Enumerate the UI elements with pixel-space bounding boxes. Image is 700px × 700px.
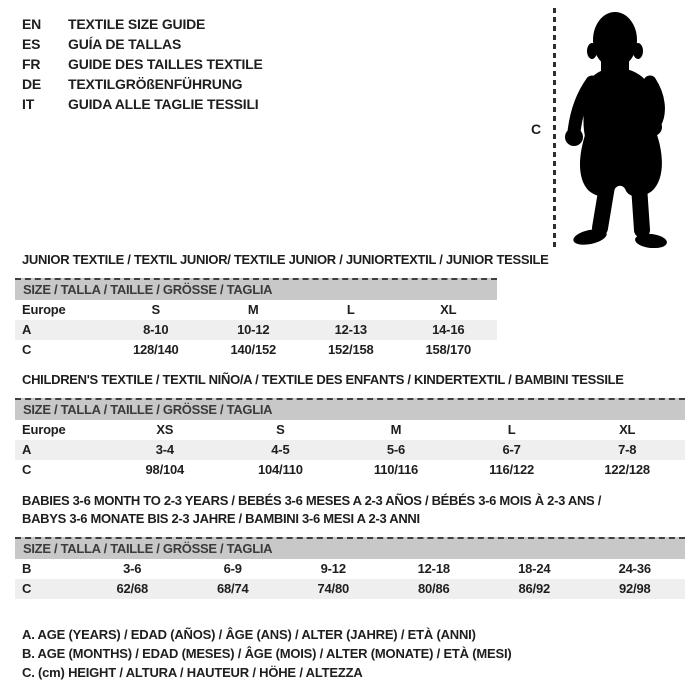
legend-footnotes <box>22 625 512 682</box>
language-label: GUIDA ALLE TAGLIE TESSILI <box>68 96 259 112</box>
junior-table-title: JUNIOR TEXTILE / TEXTIL JUNIOR/ TEXTILE JUNIOR / JUNIORTEXTIL / JUNIOR TESSILE <box>22 252 549 267</box>
table-row-height <box>15 340 497 360</box>
table-row-age-months <box>15 559 685 579</box>
age-cell: 8-10 <box>143 322 169 337</box>
childrens-textile-table <box>15 371 685 480</box>
height-cell: 104/110 <box>257 462 303 477</box>
height-cell: 116/122 <box>489 462 535 477</box>
height-cell: 68/74 <box>216 581 249 596</box>
junior-textile-table <box>15 251 549 360</box>
age-cell: 24-36 <box>618 561 651 576</box>
language-label: TEXTILE SIZE GUIDE <box>68 16 206 32</box>
table-row-europe <box>15 300 497 320</box>
language-label: TEXTILGRÖßENFÜHRUNG <box>68 76 243 92</box>
footnote-age-years: A. AGE (YEARS) / EDAD (AÑOS) / ÂGE (ANS) / ALTER (JAHRE) / ETÀ (ANNI) <box>22 627 476 642</box>
language-row-it <box>22 94 263 114</box>
row-label: Europe <box>22 422 66 437</box>
height-cell: 98/104 <box>145 462 185 477</box>
language-row-es <box>22 34 263 54</box>
age-cell: 7-8 <box>618 442 637 457</box>
height-cell: 92/98 <box>618 581 651 596</box>
babies-table-title-line1: BABIES 3-6 MONTH TO 2-3 YEARS / BEBÉS 3-6 MESES A 2-3 AÑOS / BÉBÉS 3-6 MOIS À 2-3 ANS / <box>22 493 602 508</box>
language-label: GUÍA DE TALLAS <box>68 36 182 52</box>
age-cell: 3-6 <box>123 561 142 576</box>
age-cell: 4-5 <box>271 442 290 457</box>
language-code: EN <box>22 16 42 32</box>
language-code: DE <box>22 76 42 92</box>
height-cell: 110/116 <box>373 462 419 477</box>
table-row-height <box>15 460 685 480</box>
height-cell: 128/140 <box>132 342 179 357</box>
language-row-en <box>22 14 263 34</box>
childrens-table-title: CHILDREN'S TEXTILE / TEXTIL NIÑO/A / TEXTILE DES ENFANTS / KINDERTEXTIL / BAMBINI TESSILE <box>22 372 624 387</box>
age-cell: 14-16 <box>432 322 465 337</box>
row-label: C <box>22 342 32 357</box>
row-label: C <box>22 462 32 477</box>
height-cell: 158/170 <box>425 342 472 357</box>
age-cell: 10-12 <box>237 322 270 337</box>
age-cell: 6-9 <box>223 561 242 576</box>
age-cell: 3-4 <box>155 442 174 457</box>
size-cell: S <box>276 422 285 437</box>
language-code: IT <box>22 96 35 112</box>
size-cell: XL <box>440 302 457 317</box>
language-code: FR <box>22 56 41 72</box>
size-cell: S <box>151 302 160 317</box>
language-label: GUIDE DES TAILLES TEXTILE <box>68 56 263 72</box>
table-row-age-years <box>15 440 685 460</box>
height-cell: 122/128 <box>604 462 650 477</box>
row-label: Europe <box>22 302 66 317</box>
babies-table-title-line2: BABYS 3-6 MONATE BIS 2-3 JAHRE / BAMBINI 3-6 MESI A 2-3 ANNI <box>22 511 420 526</box>
footnote-age-months: B. AGE (MONTHS) / EDAD (MESES) / ÂGE (MOIS) / ALTER (MONATE) / ETÀ (MESI) <box>22 646 512 661</box>
age-cell: 5-6 <box>386 442 406 457</box>
size-header-band: SIZE / TALLA / TAILLE / GRÖSSE / TAGLIA <box>15 278 497 300</box>
language-row-fr <box>22 54 263 74</box>
footnote-height: C. (cm) HEIGHT / ALTURA / HAUTEUR / HÖHE / ALTEZZA <box>22 665 363 680</box>
language-code: ES <box>22 36 41 52</box>
height-cell: 62/68 <box>116 581 149 596</box>
babies-textile-table <box>15 492 685 599</box>
height-cell: 80/86 <box>417 581 450 596</box>
height-cell: 74/80 <box>317 581 350 596</box>
height-cell: 152/158 <box>327 342 374 357</box>
table-row-age-years <box>15 320 497 340</box>
language-list <box>22 14 263 114</box>
toddler-silhouette-image <box>560 4 696 248</box>
size-cell: L <box>507 422 516 437</box>
row-label: B <box>22 561 32 576</box>
size-cell: XS <box>156 422 174 437</box>
size-cell: L <box>346 302 355 317</box>
age-cell: 6-7 <box>502 442 521 457</box>
size-cell: M <box>390 422 402 437</box>
age-cell: 12-18 <box>417 561 450 576</box>
size-cell: M <box>247 302 259 317</box>
age-cell: 9-12 <box>320 561 346 576</box>
row-label: A <box>22 442 32 457</box>
height-cell: 140/152 <box>230 342 277 357</box>
size-header-band: SIZE / TALLA / TAILLE / GRÖSSE / TAGLIA <box>15 398 685 420</box>
row-label: C <box>22 581 32 596</box>
table-row-europe <box>15 420 685 440</box>
height-cell: 86/92 <box>518 581 551 596</box>
row-label: A <box>22 322 32 337</box>
table-row-height <box>15 579 685 599</box>
language-row-de <box>22 74 263 94</box>
size-cell: XL <box>619 422 636 437</box>
age-cell: 18-24 <box>518 561 551 576</box>
age-cell: 12-13 <box>334 322 367 337</box>
size-header-band: SIZE / TALLA / TAILLE / GRÖSSE / TAGLIA <box>15 537 685 559</box>
height-dotted-line <box>553 8 556 248</box>
height-measure-label: C <box>531 121 541 137</box>
